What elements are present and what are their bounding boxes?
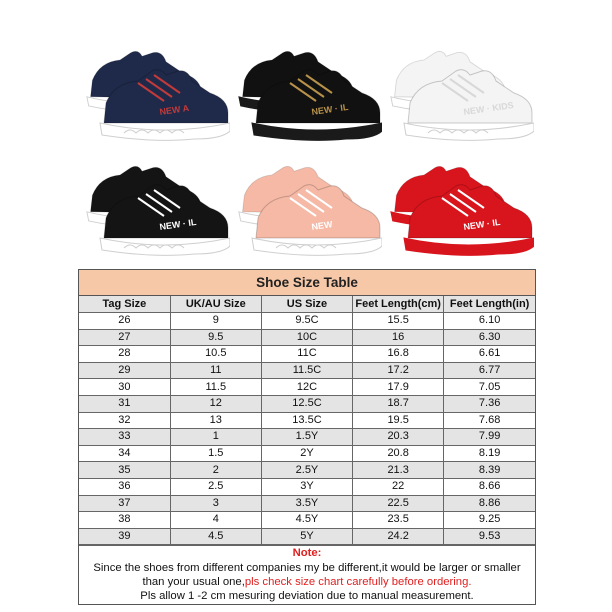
table-cell: 4 [170,512,261,529]
table-cell: 38 [79,512,170,529]
table-cell: 20.3 [353,429,444,446]
size-chart [78,269,536,605]
table-cell: 30 [79,379,170,396]
table-cell: 5Y [261,528,352,545]
table-cell: 33 [79,429,170,446]
table-cell: 7.36 [444,395,535,412]
table-cell: 36 [79,478,170,495]
table-cell: 18.7 [353,395,444,412]
table-cell: 12 [170,395,261,412]
table-cell: 39 [79,528,170,545]
table-cell: 22 [353,478,444,495]
table-cell: 22.5 [353,495,444,512]
table-cell: 8.39 [444,462,535,479]
table-cell: 6.10 [444,313,535,330]
table-cell: 23.5 [353,512,444,529]
table-cell: 9 [170,313,261,330]
table-cell: 2.5Y [261,462,352,479]
svg-text:NEW: NEW [310,219,334,232]
table-row [79,429,535,446]
table-row [79,346,535,363]
table-cell: 11.5C [261,362,352,379]
table-cell: 19.5 [353,412,444,429]
table-cell: 7.05 [444,379,535,396]
table-cell: 24.2 [353,528,444,545]
table-cell: 6.61 [444,346,535,363]
table-row [79,395,535,412]
table-cell: 2.5 [170,478,261,495]
column-header: US Size [261,296,352,313]
table-cell: 9.5 [170,329,261,346]
table-cell: 20.8 [353,445,444,462]
table-cell: 7.68 [444,412,535,429]
table-cell: 8.86 [444,495,535,512]
table-cell: 15.5 [353,313,444,330]
svg-text:NEW · KIDS: NEW · KIDS [462,100,515,117]
black-white-sneaker-icon [80,150,230,260]
table-cell: 4.5Y [261,512,352,529]
table-cell: 32 [79,412,170,429]
table-cell: 31 [79,395,170,412]
table-row [79,478,535,495]
table-cell: 26 [79,313,170,330]
table-cell: 1.5Y [261,429,352,446]
table-cell: 13.5C [261,412,352,429]
table-cell: 16.8 [353,346,444,363]
white-sneaker-icon [384,35,534,145]
table-cell: 21.3 [353,462,444,479]
table-cell: 17.2 [353,362,444,379]
table-cell: 3.5Y [261,495,352,512]
svg-text:NEW · IL: NEW · IL [310,101,349,117]
size-note [79,545,535,604]
table-cell: 7.99 [444,429,535,446]
table-cell: 10C [261,329,352,346]
table-row [79,462,535,479]
table-header-row [79,296,535,313]
table-cell: 3 [170,495,261,512]
note-line-3: Pls allow 1 -2 cm mesuring deviation due to manual measurement. [140,589,474,602]
table-row [79,412,535,429]
table-cell: 16 [353,329,444,346]
table-cell: 13 [170,412,261,429]
table-cell: 37 [79,495,170,512]
table-cell: 9.25 [444,512,535,529]
size-table [79,296,535,545]
column-header: Feet Length(in) [444,296,535,313]
svg-text:NEW · IL: NEW · IL [158,216,197,232]
note-title: Note: [292,547,322,560]
product-image-grid [0,0,612,262]
table-row [79,313,535,330]
table-row [79,495,535,512]
table-row [79,379,535,396]
table-cell: 8.19 [444,445,535,462]
table-cell: 12.5C [261,395,352,412]
table-cell: 11 [170,362,261,379]
table-cell: 9.53 [444,528,535,545]
table-cell: 11.5 [170,379,261,396]
table-cell: 10.5 [170,346,261,363]
black-gold-sneaker-icon [232,35,382,145]
svg-text:NEW · IL: NEW · IL [462,216,501,232]
column-header: UK/AU Size [170,296,261,313]
size-chart-title: Shoe Size Table [79,270,535,296]
navy-sneaker-icon [80,35,230,145]
table-cell: 27 [79,329,170,346]
table-cell: 2 [170,462,261,479]
table-row [79,445,535,462]
table-cell: 1.5 [170,445,261,462]
table-cell: 3Y [261,478,352,495]
table-cell: 11C [261,346,352,363]
table-cell: 35 [79,462,170,479]
red-sneaker-icon [384,150,534,260]
note-line-2-text: than your usual one, [142,575,245,588]
note-line-2-warning: pls check size chart carefully before ordering. [244,575,472,588]
table-cell: 4.5 [170,528,261,545]
note-line-1: Since the shoes from different companies my be different,it would be larger or smaller [93,561,521,574]
note-line-2 [79,575,535,589]
table-cell: 9.5C [261,313,352,330]
table-cell: 28 [79,346,170,363]
table-cell: 6.77 [444,362,535,379]
column-header: Feet Length(cm) [353,296,444,313]
pink-sneaker-icon [232,150,382,260]
table-cell: 12C [261,379,352,396]
table-cell: 2Y [261,445,352,462]
table-row [79,362,535,379]
column-header: Tag Size [79,296,170,313]
table-cell: 6.30 [444,329,535,346]
table-cell: 29 [79,362,170,379]
svg-text:NEW A: NEW A [158,102,190,117]
table-row [79,512,535,529]
table-row [79,528,535,545]
table-cell: 8.66 [444,478,535,495]
table-cell: 34 [79,445,170,462]
table-cell: 1 [170,429,261,446]
table-cell: 17.9 [353,379,444,396]
table-row [79,329,535,346]
